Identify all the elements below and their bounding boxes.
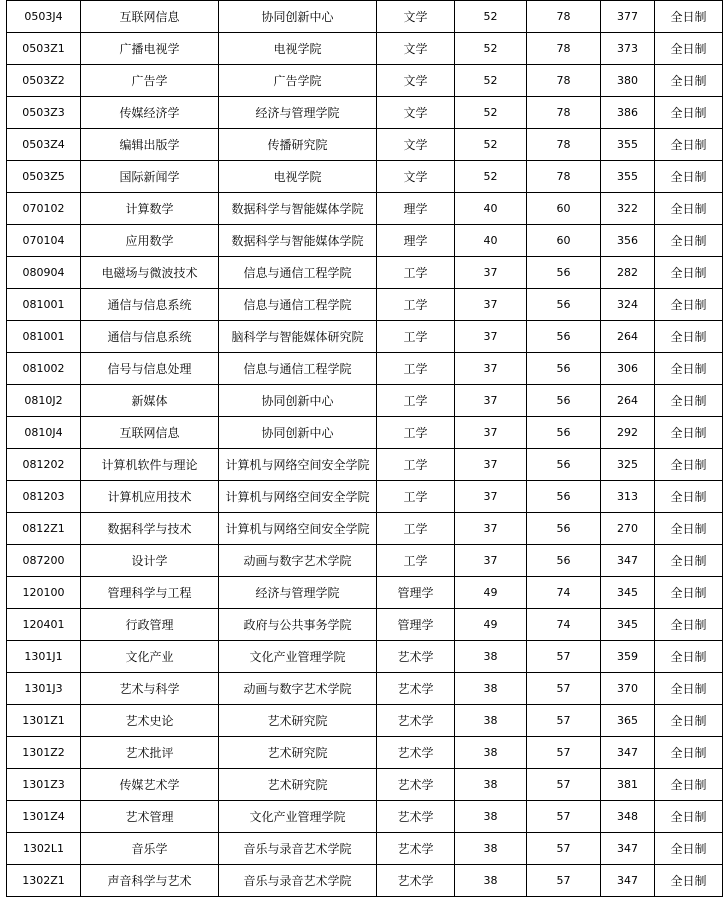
table-row <box>7 481 723 513</box>
total-score-cell: 386 <box>601 97 655 129</box>
major-code-cell: 070102 <box>7 193 81 225</box>
study-mode-cell: 全日制 <box>655 769 723 801</box>
major-code-cell: 1302Z1 <box>7 865 81 897</box>
multi-subject-score-cell: 78 <box>527 65 601 97</box>
school-name-cell: 音乐与录音艺术学院 <box>219 865 377 897</box>
study-mode-cell: 全日制 <box>655 385 723 417</box>
school-name-cell: 数据科学与智能媒体学院 <box>219 225 377 257</box>
discipline-category-cell: 工学 <box>377 545 455 577</box>
study-mode-cell: 全日制 <box>655 673 723 705</box>
discipline-category-cell: 文学 <box>377 97 455 129</box>
school-name-cell: 动画与数字艺术学院 <box>219 673 377 705</box>
school-name-cell: 音乐与录音艺术学院 <box>219 833 377 865</box>
study-mode-cell: 全日制 <box>655 449 723 481</box>
single-subject-score-cell: 40 <box>455 193 527 225</box>
school-name-cell: 文化产业管理学院 <box>219 801 377 833</box>
discipline-category-cell: 工学 <box>377 353 455 385</box>
table-row <box>7 129 723 161</box>
study-mode-cell: 全日制 <box>655 225 723 257</box>
multi-subject-score-cell: 57 <box>527 737 601 769</box>
major-name-cell: 艺术批评 <box>81 737 219 769</box>
school-name-cell: 艺术研究院 <box>219 737 377 769</box>
major-name-cell: 应用数学 <box>81 225 219 257</box>
discipline-category-cell: 工学 <box>377 513 455 545</box>
discipline-category-cell: 文学 <box>377 1 455 33</box>
study-mode-cell: 全日制 <box>655 65 723 97</box>
multi-subject-score-cell: 57 <box>527 673 601 705</box>
major-code-cell: 081001 <box>7 289 81 321</box>
study-mode-cell: 全日制 <box>655 321 723 353</box>
school-name-cell: 计算机与网络空间安全学院 <box>219 481 377 513</box>
single-subject-score-cell: 52 <box>455 161 527 193</box>
multi-subject-score-cell: 60 <box>527 225 601 257</box>
table-row <box>7 833 723 865</box>
school-name-cell: 动画与数字艺术学院 <box>219 545 377 577</box>
total-score-cell: 355 <box>601 161 655 193</box>
total-score-cell: 381 <box>601 769 655 801</box>
discipline-category-cell: 艺术学 <box>377 673 455 705</box>
major-code-cell: 080904 <box>7 257 81 289</box>
study-mode-cell: 全日制 <box>655 161 723 193</box>
total-score-cell: 347 <box>601 833 655 865</box>
major-code-cell: 0810J2 <box>7 385 81 417</box>
total-score-cell: 264 <box>601 385 655 417</box>
single-subject-score-cell: 40 <box>455 225 527 257</box>
school-name-cell: 经济与管理学院 <box>219 97 377 129</box>
major-name-cell: 传媒艺术学 <box>81 769 219 801</box>
major-name-cell: 新媒体 <box>81 385 219 417</box>
single-subject-score-cell: 37 <box>455 449 527 481</box>
major-code-cell: 1301Z3 <box>7 769 81 801</box>
discipline-category-cell: 艺术学 <box>377 801 455 833</box>
major-name-cell: 计算数学 <box>81 193 219 225</box>
discipline-category-cell: 工学 <box>377 289 455 321</box>
major-code-cell: 0503Z1 <box>7 33 81 65</box>
total-score-cell: 282 <box>601 257 655 289</box>
major-code-cell: 0810J4 <box>7 417 81 449</box>
study-mode-cell: 全日制 <box>655 481 723 513</box>
single-subject-score-cell: 49 <box>455 609 527 641</box>
table-row <box>7 865 723 897</box>
table-row <box>7 33 723 65</box>
multi-subject-score-cell: 57 <box>527 769 601 801</box>
table-row <box>7 609 723 641</box>
multi-subject-score-cell: 78 <box>527 1 601 33</box>
discipline-category-cell: 工学 <box>377 257 455 289</box>
study-mode-cell: 全日制 <box>655 545 723 577</box>
major-name-cell: 编辑出版学 <box>81 129 219 161</box>
discipline-category-cell: 工学 <box>377 417 455 449</box>
discipline-category-cell: 工学 <box>377 481 455 513</box>
major-name-cell: 传媒经济学 <box>81 97 219 129</box>
school-name-cell: 脑科学与智能媒体研究院 <box>219 321 377 353</box>
multi-subject-score-cell: 56 <box>527 353 601 385</box>
table-row <box>7 545 723 577</box>
total-score-cell: 345 <box>601 577 655 609</box>
single-subject-score-cell: 38 <box>455 705 527 737</box>
discipline-category-cell: 理学 <box>377 193 455 225</box>
study-mode-cell: 全日制 <box>655 641 723 673</box>
major-name-cell: 音乐学 <box>81 833 219 865</box>
multi-subject-score-cell: 57 <box>527 801 601 833</box>
single-subject-score-cell: 52 <box>455 129 527 161</box>
discipline-category-cell: 艺术学 <box>377 737 455 769</box>
major-name-cell: 声音科学与艺术 <box>81 865 219 897</box>
total-score-cell: 377 <box>601 1 655 33</box>
discipline-category-cell: 艺术学 <box>377 865 455 897</box>
discipline-category-cell: 艺术学 <box>377 705 455 737</box>
study-mode-cell: 全日制 <box>655 801 723 833</box>
study-mode-cell: 全日制 <box>655 353 723 385</box>
total-score-cell: 292 <box>601 417 655 449</box>
multi-subject-score-cell: 78 <box>527 129 601 161</box>
multi-subject-score-cell: 56 <box>527 513 601 545</box>
school-name-cell: 数据科学与智能媒体学院 <box>219 193 377 225</box>
total-score-cell: 306 <box>601 353 655 385</box>
school-name-cell: 计算机与网络空间安全学院 <box>219 449 377 481</box>
discipline-category-cell: 文学 <box>377 129 455 161</box>
discipline-category-cell: 文学 <box>377 161 455 193</box>
major-name-cell: 数据科学与技术 <box>81 513 219 545</box>
table-row <box>7 97 723 129</box>
multi-subject-score-cell: 78 <box>527 97 601 129</box>
table-row <box>7 673 723 705</box>
major-code-cell: 0503Z5 <box>7 161 81 193</box>
major-code-cell: 0503Z2 <box>7 65 81 97</box>
total-score-cell: 355 <box>601 129 655 161</box>
total-score-cell: 373 <box>601 33 655 65</box>
study-mode-cell: 全日制 <box>655 289 723 321</box>
total-score-cell: 345 <box>601 609 655 641</box>
table-row <box>7 737 723 769</box>
single-subject-score-cell: 37 <box>455 481 527 513</box>
discipline-category-cell: 文学 <box>377 65 455 97</box>
study-mode-cell: 全日制 <box>655 609 723 641</box>
study-mode-cell: 全日制 <box>655 833 723 865</box>
school-name-cell: 信息与通信工程学院 <box>219 353 377 385</box>
study-mode-cell: 全日制 <box>655 577 723 609</box>
major-code-cell: 0503J4 <box>7 1 81 33</box>
multi-subject-score-cell: 78 <box>527 161 601 193</box>
discipline-category-cell: 管理学 <box>377 609 455 641</box>
multi-subject-score-cell: 74 <box>527 609 601 641</box>
school-name-cell: 广告学院 <box>219 65 377 97</box>
table-row <box>7 417 723 449</box>
single-subject-score-cell: 38 <box>455 865 527 897</box>
single-subject-score-cell: 37 <box>455 545 527 577</box>
table-row <box>7 161 723 193</box>
discipline-category-cell: 艺术学 <box>377 641 455 673</box>
table-row <box>7 577 723 609</box>
table-row <box>7 257 723 289</box>
study-mode-cell: 全日制 <box>655 705 723 737</box>
table-row <box>7 769 723 801</box>
major-code-cell: 1301Z4 <box>7 801 81 833</box>
school-name-cell: 电视学院 <box>219 33 377 65</box>
table-row <box>7 289 723 321</box>
multi-subject-score-cell: 57 <box>527 705 601 737</box>
multi-subject-score-cell: 57 <box>527 833 601 865</box>
study-mode-cell: 全日制 <box>655 513 723 545</box>
school-name-cell: 信息与通信工程学院 <box>219 257 377 289</box>
table-row <box>7 705 723 737</box>
single-subject-score-cell: 38 <box>455 737 527 769</box>
school-name-cell: 政府与公共事务学院 <box>219 609 377 641</box>
major-name-cell: 计算机软件与理论 <box>81 449 219 481</box>
study-mode-cell: 全日制 <box>655 1 723 33</box>
single-subject-score-cell: 52 <box>455 33 527 65</box>
study-mode-cell: 全日制 <box>655 257 723 289</box>
score-table <box>6 0 723 897</box>
major-name-cell: 互联网信息 <box>81 1 219 33</box>
school-name-cell: 计算机与网络空间安全学院 <box>219 513 377 545</box>
total-score-cell: 356 <box>601 225 655 257</box>
total-score-cell: 347 <box>601 865 655 897</box>
discipline-category-cell: 理学 <box>377 225 455 257</box>
discipline-category-cell: 工学 <box>377 321 455 353</box>
major-name-cell: 通信与信息系统 <box>81 289 219 321</box>
discipline-category-cell: 艺术学 <box>377 769 455 801</box>
single-subject-score-cell: 52 <box>455 65 527 97</box>
major-name-cell: 设计学 <box>81 545 219 577</box>
total-score-cell: 324 <box>601 289 655 321</box>
single-subject-score-cell: 37 <box>455 257 527 289</box>
discipline-category-cell: 工学 <box>377 385 455 417</box>
major-name-cell: 艺术与科学 <box>81 673 219 705</box>
total-score-cell: 359 <box>601 641 655 673</box>
table-row <box>7 225 723 257</box>
total-score-cell: 347 <box>601 737 655 769</box>
total-score-cell: 347 <box>601 545 655 577</box>
major-code-cell: 120401 <box>7 609 81 641</box>
total-score-cell: 380 <box>601 65 655 97</box>
table-row <box>7 801 723 833</box>
table-row <box>7 321 723 353</box>
table-row <box>7 65 723 97</box>
total-score-cell: 325 <box>601 449 655 481</box>
major-code-cell: 1301Z2 <box>7 737 81 769</box>
major-code-cell: 1301Z1 <box>7 705 81 737</box>
single-subject-score-cell: 38 <box>455 833 527 865</box>
major-name-cell: 通信与信息系统 <box>81 321 219 353</box>
school-name-cell: 协同创新中心 <box>219 1 377 33</box>
major-code-cell: 0812Z1 <box>7 513 81 545</box>
single-subject-score-cell: 38 <box>455 673 527 705</box>
study-mode-cell: 全日制 <box>655 737 723 769</box>
study-mode-cell: 全日制 <box>655 865 723 897</box>
study-mode-cell: 全日制 <box>655 97 723 129</box>
major-code-cell: 081001 <box>7 321 81 353</box>
major-code-cell: 1302L1 <box>7 833 81 865</box>
major-name-cell: 广播电视学 <box>81 33 219 65</box>
multi-subject-score-cell: 56 <box>527 385 601 417</box>
major-name-cell: 行政管理 <box>81 609 219 641</box>
single-subject-score-cell: 52 <box>455 1 527 33</box>
multi-subject-score-cell: 60 <box>527 193 601 225</box>
multi-subject-score-cell: 78 <box>527 33 601 65</box>
discipline-category-cell: 工学 <box>377 449 455 481</box>
school-name-cell: 传播研究院 <box>219 129 377 161</box>
school-name-cell: 文化产业管理学院 <box>219 641 377 673</box>
major-code-cell: 081002 <box>7 353 81 385</box>
major-code-cell: 087200 <box>7 545 81 577</box>
table-row <box>7 1 723 33</box>
single-subject-score-cell: 38 <box>455 641 527 673</box>
table-row <box>7 353 723 385</box>
table-row <box>7 513 723 545</box>
school-name-cell: 电视学院 <box>219 161 377 193</box>
table-row <box>7 449 723 481</box>
major-code-cell: 070104 <box>7 225 81 257</box>
major-code-cell: 1301J1 <box>7 641 81 673</box>
table-body <box>7 1 723 897</box>
multi-subject-score-cell: 56 <box>527 417 601 449</box>
major-code-cell: 081202 <box>7 449 81 481</box>
major-code-cell: 0503Z4 <box>7 129 81 161</box>
total-score-cell: 270 <box>601 513 655 545</box>
school-name-cell: 经济与管理学院 <box>219 577 377 609</box>
major-code-cell: 120100 <box>7 577 81 609</box>
major-name-cell: 管理科学与工程 <box>81 577 219 609</box>
school-name-cell: 艺术研究院 <box>219 769 377 801</box>
study-mode-cell: 全日制 <box>655 193 723 225</box>
single-subject-score-cell: 38 <box>455 801 527 833</box>
major-name-cell: 国际新闻学 <box>81 161 219 193</box>
single-subject-score-cell: 52 <box>455 97 527 129</box>
study-mode-cell: 全日制 <box>655 33 723 65</box>
total-score-cell: 264 <box>601 321 655 353</box>
major-name-cell: 信号与信息处理 <box>81 353 219 385</box>
discipline-category-cell: 艺术学 <box>377 833 455 865</box>
multi-subject-score-cell: 56 <box>527 545 601 577</box>
single-subject-score-cell: 37 <box>455 385 527 417</box>
major-code-cell: 0503Z3 <box>7 97 81 129</box>
major-code-cell: 1301J3 <box>7 673 81 705</box>
study-mode-cell: 全日制 <box>655 417 723 449</box>
single-subject-score-cell: 37 <box>455 289 527 321</box>
major-name-cell: 广告学 <box>81 65 219 97</box>
single-subject-score-cell: 37 <box>455 417 527 449</box>
multi-subject-score-cell: 56 <box>527 289 601 321</box>
table-row <box>7 385 723 417</box>
school-name-cell: 协同创新中心 <box>219 417 377 449</box>
multi-subject-score-cell: 74 <box>527 577 601 609</box>
table-row <box>7 193 723 225</box>
school-name-cell: 艺术研究院 <box>219 705 377 737</box>
multi-subject-score-cell: 57 <box>527 865 601 897</box>
single-subject-score-cell: 37 <box>455 513 527 545</box>
major-name-cell: 计算机应用技术 <box>81 481 219 513</box>
major-name-cell: 艺术史论 <box>81 705 219 737</box>
multi-subject-score-cell: 56 <box>527 257 601 289</box>
single-subject-score-cell: 38 <box>455 769 527 801</box>
total-score-cell: 348 <box>601 801 655 833</box>
school-name-cell: 信息与通信工程学院 <box>219 289 377 321</box>
total-score-cell: 313 <box>601 481 655 513</box>
school-name-cell: 协同创新中心 <box>219 385 377 417</box>
major-name-cell: 艺术管理 <box>81 801 219 833</box>
single-subject-score-cell: 37 <box>455 321 527 353</box>
study-mode-cell: 全日制 <box>655 129 723 161</box>
discipline-category-cell: 管理学 <box>377 577 455 609</box>
multi-subject-score-cell: 56 <box>527 449 601 481</box>
total-score-cell: 322 <box>601 193 655 225</box>
total-score-cell: 370 <box>601 673 655 705</box>
table-row <box>7 641 723 673</box>
major-name-cell: 文化产业 <box>81 641 219 673</box>
single-subject-score-cell: 37 <box>455 353 527 385</box>
single-subject-score-cell: 49 <box>455 577 527 609</box>
multi-subject-score-cell: 57 <box>527 641 601 673</box>
total-score-cell: 365 <box>601 705 655 737</box>
major-code-cell: 081203 <box>7 481 81 513</box>
major-name-cell: 电磁场与微波技术 <box>81 257 219 289</box>
multi-subject-score-cell: 56 <box>527 321 601 353</box>
discipline-category-cell: 文学 <box>377 33 455 65</box>
major-name-cell: 互联网信息 <box>81 417 219 449</box>
multi-subject-score-cell: 56 <box>527 481 601 513</box>
